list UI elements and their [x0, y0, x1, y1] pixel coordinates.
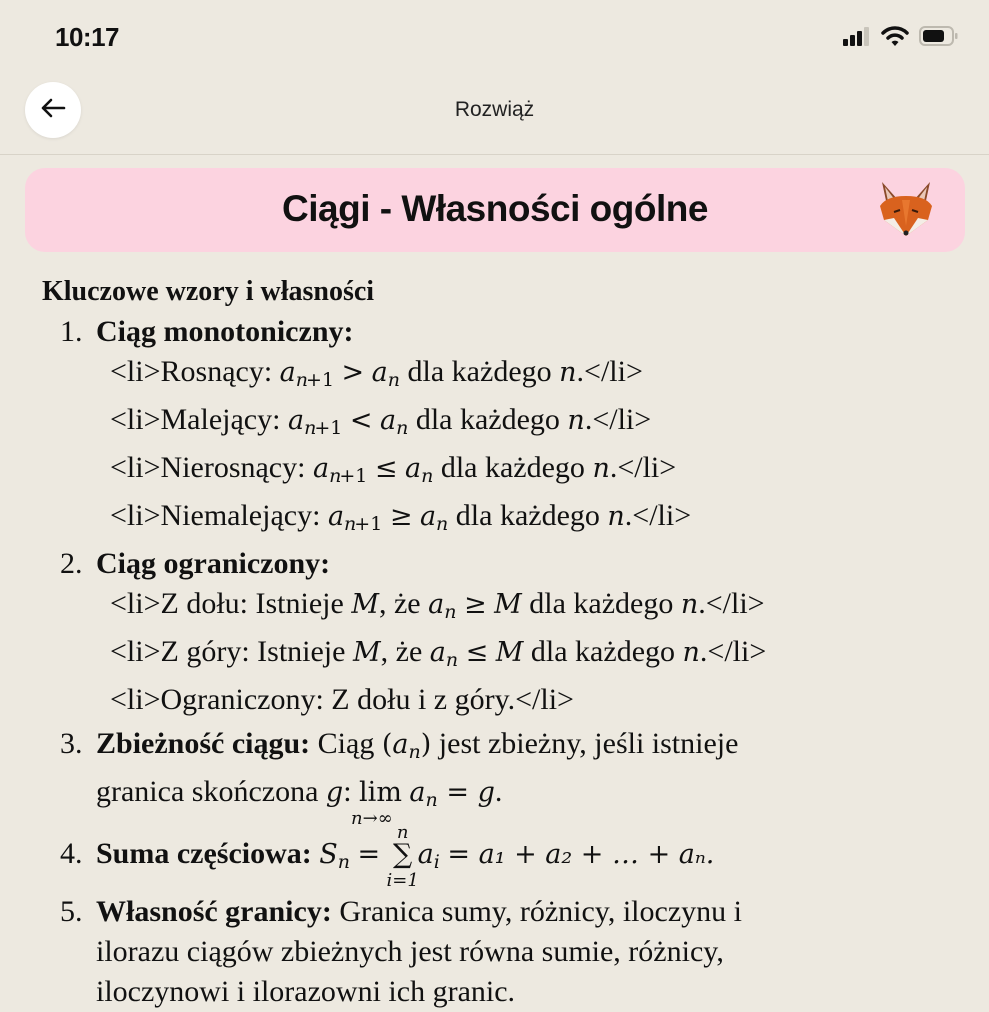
item-number: 3. [60, 727, 83, 760]
list-item-convergence: 3. Zbieżność ciągu: Ciąg $(a_n)$ jest zbieżny, jeśli istnieje [42, 724, 972, 772]
item-title: Ciąg ograniczony: [96, 547, 331, 580]
topic-title-card [25, 168, 965, 252]
fox-icon [872, 176, 940, 244]
list-item-convergence-line2: granica skończona g: lim n→∞ $a_n = g$. [96, 775, 503, 829]
list-item-bounded [42, 544, 972, 584]
sub-item: <li>Z dołu: Istnieje M, że $a_n \ge M$ dla każdego n.</li> [110, 587, 765, 623]
status-time: 10:17 [55, 22, 119, 52]
sub-item: <li>Ograniczony: Z dołu i z góry.</li> [110, 683, 574, 716]
item-number: 1. [60, 315, 83, 348]
list-item-partial-sum: 4. Suma częściowa: $S_n$ = ∑ n i=1 $a_i = a_1 + a_2$ + … + aₙ. [60, 822, 715, 891]
topic-title: Ciągi - Własności ogólne [282, 188, 708, 229]
section-heading: Kluczowe wzory i własności [42, 276, 375, 307]
status-icons [843, 25, 959, 52]
list-item-limit-property-line3: iloczynowi i ilorazowni ich granic. [96, 975, 516, 1008]
item-number: 5. [60, 895, 83, 928]
list-item-limit-property: 5. Własność granicy: Granica sumy, różnicy, iloczynu i [42, 892, 972, 932]
list-item-monotonic [42, 312, 972, 352]
list-item-limit-property-line2: ilorazu ciągów zbieżnych jest równa sumie, różnicy, [96, 935, 724, 968]
item-title: Zbieżność ciągu: [96, 727, 311, 760]
item-number: 4. [60, 837, 83, 870]
content [42, 272, 972, 1012]
item-title: Własność granicy: [96, 895, 332, 928]
navigation-bar [0, 70, 989, 155]
sub-item: <li>Z góry: Istnieje M, że $a_n \le M$ dla każdego n.</li> [110, 635, 767, 671]
sub-item: <li>Rosnący: $a_{n+1} > a_n$ dla każdego n.</li> [110, 355, 643, 391]
sub-item: <li>Malejący: $a_{n+1} < a_n$ dla każdego n.</li> [110, 403, 652, 439]
cellular-signal-icon [843, 26, 871, 51]
status-bar [0, 0, 989, 70]
item-number: 2. [60, 547, 83, 580]
item-title: Ciąg monotoniczny: [96, 315, 354, 348]
sub-item: <li>Nierosnący: $a_{n+1} \le a_n$ dla każdego n.</li> [110, 451, 677, 487]
sub-item: <li>Niemalejący: $a_{n+1} \ge a_n$ dla każdego n.</li> [110, 499, 692, 535]
item-title: Suma częściowa: [96, 837, 312, 870]
battery-icon [919, 25, 959, 52]
wifi-icon [881, 25, 909, 52]
page-title: Rozwiąż [454, 98, 535, 121]
